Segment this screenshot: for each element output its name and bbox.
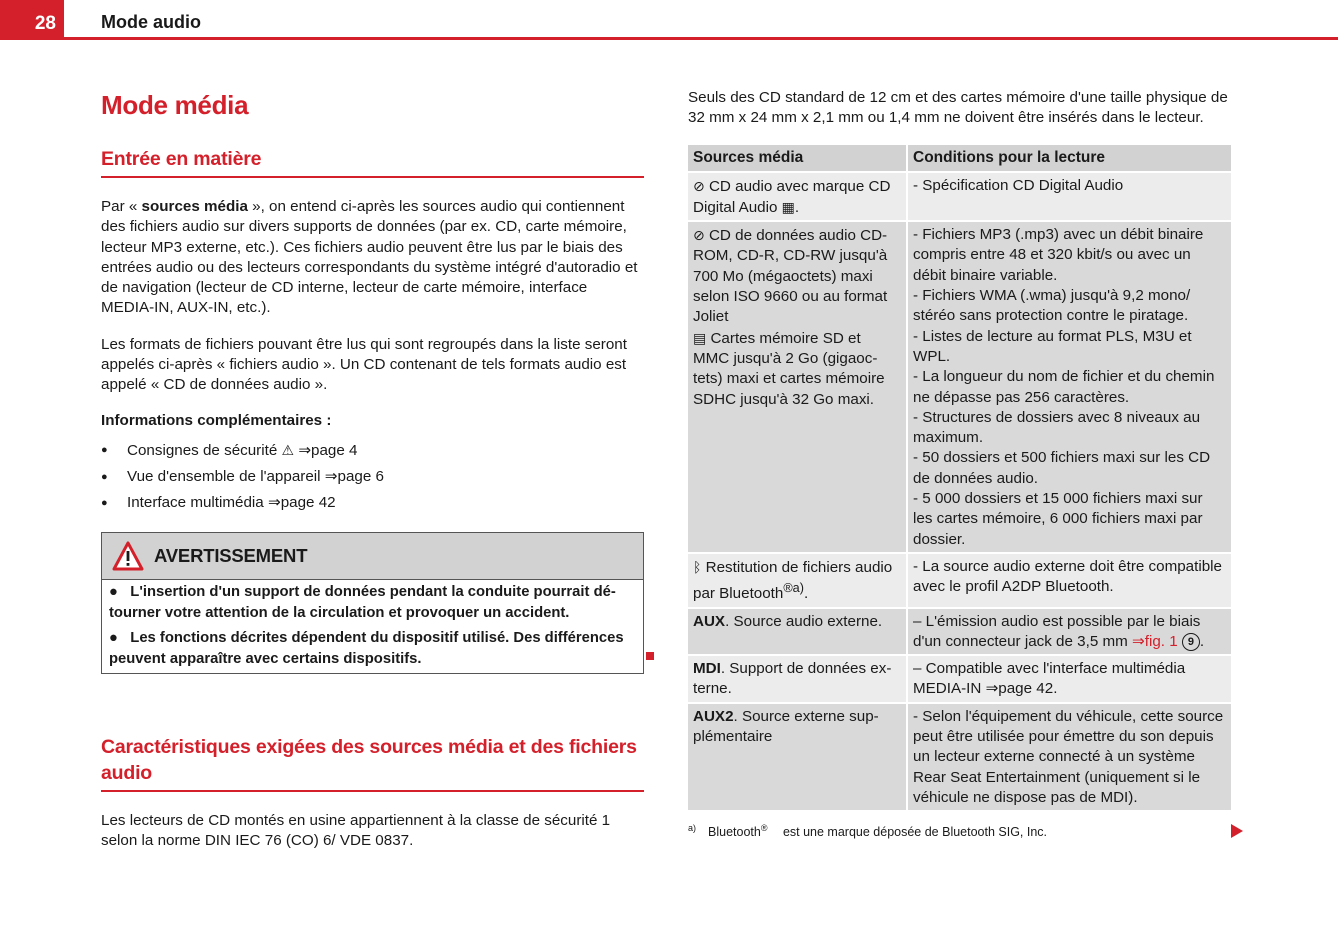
callout-number: 9 [1182, 633, 1200, 651]
conditions-cell: - La source audio externe doit être compatible avec le profil A2DP Bluetooth. [907, 553, 1231, 608]
requirements-paragraph: Les lecteurs de CD montés en usine appartiennent à la classe de sécurité 1 selon la norme DIN IEC 76 (CO) 6/ VDE 0837. [101, 811, 611, 849]
next-page-arrow-icon[interactable] [1231, 824, 1243, 838]
page-title: Mode média [101, 90, 249, 120]
media-sources-table [688, 145, 1231, 811]
conditions-cell: – L'émission audio est possible par le biais d'un connecteur jack de 3,5 mm ⇒fig. 1 9 . [907, 608, 1231, 656]
info-link-overview[interactable]: ● Vue d'ensemble de l'appareil ⇒page 6 [101, 464, 644, 490]
conditions-cell: - Spécification CD Digital Audio [907, 172, 1231, 222]
formats-paragraph: Les formats de fichiers pouvant être lus qui sont regroupés dans la liste seront appelés ci-après « fichiers audio ». Un CD contenant de tels formats audio est appelé « CD de données audio ». [101, 335, 627, 394]
size-paragraph: Seuls des CD standard de 12 cm et des cartes mémoire d'une taille physique de 32 mm x 24 mm x 2,1 mm ou 1,4 mm ne doivent être insérés dans le lecteur. [688, 89, 1228, 127]
section-heading-intro: Entrée en matière [101, 146, 644, 178]
page-header [0, 0, 1338, 40]
page-ref[interactable]: ⇒page 42 [267, 493, 336, 511]
sd-card-icon: ▤ [693, 329, 707, 346]
conditions-cell: - Selon l'équipement du véhicule, cette source peut être utilisée pour émettre du son depuis un lecteur externe connecté à un système Rear Seat Entertainment (uniquement si le véhicule ne dispose pas de MDI). [907, 703, 1231, 810]
warning-box [101, 532, 644, 674]
conditions-cell: – Compatible avec l'interface multimédia MEDIA-IN ⇒page 42. [907, 655, 1231, 703]
warning-triangle-icon: ⚠ [281, 441, 295, 458]
info-title: Informations complémentaires : [101, 411, 332, 429]
cd-logo-icon: ▦ [781, 198, 795, 215]
source-cell: MDI. Support de données externe. [688, 655, 907, 703]
intro-suffix: », on entend ci-après les sources audio qui contiennent des fichiers audio sur divers supports de données (par ex. CD, carte mémoire, lecteur MP3 externe, etc.). Ces fichiers audio peuvent être lus par le biais des entrées audio ou des lecteurs correspondants du système intégré d'autoradio et de navigation (lecteur de CD interne, lecteur de carte mémoire, interface MEDIA-IN, AUX-IN, etc.). [101, 198, 638, 317]
page-number: 28 [0, 0, 64, 40]
table-header-row [688, 145, 1231, 172]
warning-body [102, 580, 643, 673]
table-row [688, 221, 1231, 553]
warning-title: AVERTISSEMENT [154, 544, 308, 566]
info-link-safety[interactable]: ● Consignes de sécurité ⚠ ⇒page 4 [101, 437, 644, 464]
warning-header [102, 533, 643, 580]
table-row [688, 703, 1231, 810]
page-ref[interactable]: ⇒page 6 [324, 467, 384, 485]
intro-paragraph [101, 197, 644, 319]
chapter-title: Mode audio [101, 12, 201, 32]
bluetooth-icon: ᛒ [693, 558, 702, 575]
source-cell: ⊘ CD de données audio CD-ROM, CD-R, CD-RW jusqu'à 700 Mo (mégaoctets) maxi selon ISO 9660 ou au format Joliet ▤ Cartes mémoire SD et MMC jusqu'à 2 Go (gigaoctets) maxi et cartes mémoire SDHC jusqu'à 32 Go maxi. [688, 221, 907, 553]
intro-bold-term: sources média [141, 198, 248, 215]
source-cell: AUX2. Source externe supplémentaire [688, 703, 907, 810]
source-cell: ᛒ Restitution de fichiers audio par Bluetooth$^{®a)}$. [688, 553, 907, 608]
warning-item: ● Les fonctions décrites dépendent du dispositif utilisé. Des différences peuvent apparaître avec certains dispositifs. [109, 629, 624, 667]
warning-item: ● L'insertion d'un support de données pendant la conduite pourrait détourner votre attention de la circulation et provoquer un accident. [109, 583, 616, 621]
footnote: $^{a)}$ Bluetooth® est une marque déposée de Bluetooth SIG, Inc. [688, 823, 1048, 840]
page-ref[interactable]: ⇒page 4 [298, 441, 358, 459]
conditions-cell: - Fichiers MP3 (.mp3) avec un débit binaire compris entre 48 et 320 kbit/s ou avec un débit binaire variable. - Fichiers WMA (.wma) jusqu'à 9,2 mono/ stéréo sans protection contre le piratage. - Listes de lecture au format PLS, M3U et WPL. - La longueur du nom de fichier et du chemin ne dépasse pas 256 caractères. - Structures de dossiers avec 8 niveaux au maximum. - 50 dossiers et 500 fichiers maxi sur les CD de données audio. - 5 000 dossiers et 15 000 fichiers maxi sur les cartes mémoire, 6 000 fichiers maxi par dossier. [907, 221, 1231, 553]
figure-ref-link[interactable]: ⇒fig. 1 [1132, 632, 1178, 650]
cd-icon: ⊘ [693, 177, 705, 194]
table-row [688, 608, 1231, 656]
right-column [688, 88, 1231, 840]
info-links-list [101, 437, 644, 516]
header-divider [64, 37, 1338, 40]
section-end-marker [646, 652, 654, 660]
source-cell: AUX. Source audio externe. [688, 608, 907, 656]
column-header: Sources média [688, 145, 907, 172]
table-row [688, 172, 1231, 222]
info-link-multimedia[interactable]: ● Interface multimédia ⇒page 42 [101, 490, 644, 516]
left-column [101, 86, 644, 851]
cd-icon: ⊘ [693, 227, 705, 244]
table-row [688, 655, 1231, 703]
section-heading-requirements: Caractéristiques exigées des sources média et des fichiers audio [101, 734, 644, 792]
warning-triangle-icon [112, 541, 144, 571]
table-row [688, 553, 1231, 608]
column-header: Conditions pour la lecture [907, 145, 1231, 172]
intro-prefix: Par « [101, 198, 142, 215]
source-cell: ⊘ CD audio avec marque CD Digital Audio ▦. [688, 172, 907, 222]
